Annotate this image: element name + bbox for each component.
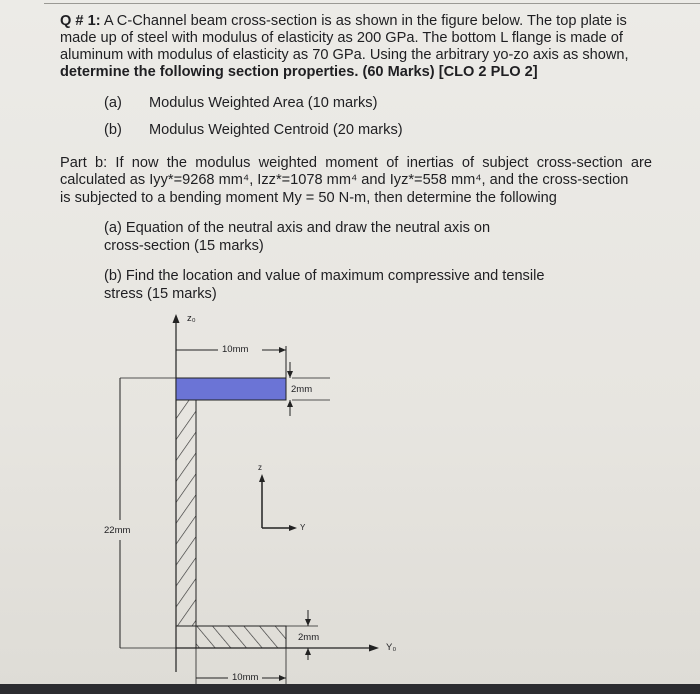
question-line-1: Q # 1: A C-Channel beam cross-section is as shown in the figure below. The top plate is — [60, 13, 627, 29]
partb-item-a-line-2: cross-section (15 marks) — [104, 238, 264, 254]
zo-label: z₀ — [187, 313, 196, 324]
partb-line-2: calculated as Iyy*=9268 mm⁴, Izz*=1078 mm⁴ and Iyz*=558 mm⁴, and the cross-section — [60, 172, 629, 188]
y-label: Y — [300, 523, 306, 532]
question-line-3: aluminum with modulus of elasticity as 70 GPa. Using the arbitrary yo-zo axis as shown, — [60, 47, 629, 63]
y-arrow-icon — [289, 525, 297, 531]
yo-label: Y₀ — [386, 642, 397, 653]
bottom-bezel — [0, 684, 700, 694]
partb-item-b-line-1: (b) Find the location and value of maximum compressive and tensile — [104, 268, 545, 284]
question-line-4: determine the following section properties. (60 Marks) [CLO 2 PLO 2] — [60, 64, 538, 80]
dim-top-thickness: 2mm — [291, 384, 313, 395]
question-line-2: made up of steel with modulus of elasticity as 200 GPa. The bottom L flange is made of — [60, 30, 623, 46]
aluminum-flange — [196, 626, 286, 648]
partb-item-b-line-2: stress (15 marks) — [104, 286, 217, 302]
dim-height: 22mm — [104, 525, 131, 536]
part-b-label: (b) — [104, 122, 122, 138]
z-label: z — [258, 463, 262, 472]
yo-arrow-icon — [369, 645, 379, 652]
part-a-text: Modulus Weighted Area (10 marks) — [149, 95, 378, 111]
part-a-label: (a) — [104, 95, 122, 111]
partb-item-a-line-1: (a) Equation of the neutral axis and draw the neutral axis on — [104, 220, 491, 236]
partb-line-1: Part b: If now the modulus weighted moment of inertias of subject cross-section are — [60, 155, 652, 171]
partb-line-3: is subjected to a bending moment My = 50 N-m, then determine the following — [60, 190, 557, 206]
zo-arrow-icon — [173, 314, 180, 323]
dim-bottom-thickness: 2mm — [298, 632, 320, 643]
dim-top-width: 10mm — [222, 344, 249, 355]
dim-bottom-width: 10mm — [232, 672, 259, 683]
z-arrow-icon — [259, 474, 265, 482]
part-b-text: Modulus Weighted Centroid (20 marks) — [149, 122, 403, 138]
aluminum-web — [176, 400, 196, 626]
steel-plate — [176, 378, 286, 400]
